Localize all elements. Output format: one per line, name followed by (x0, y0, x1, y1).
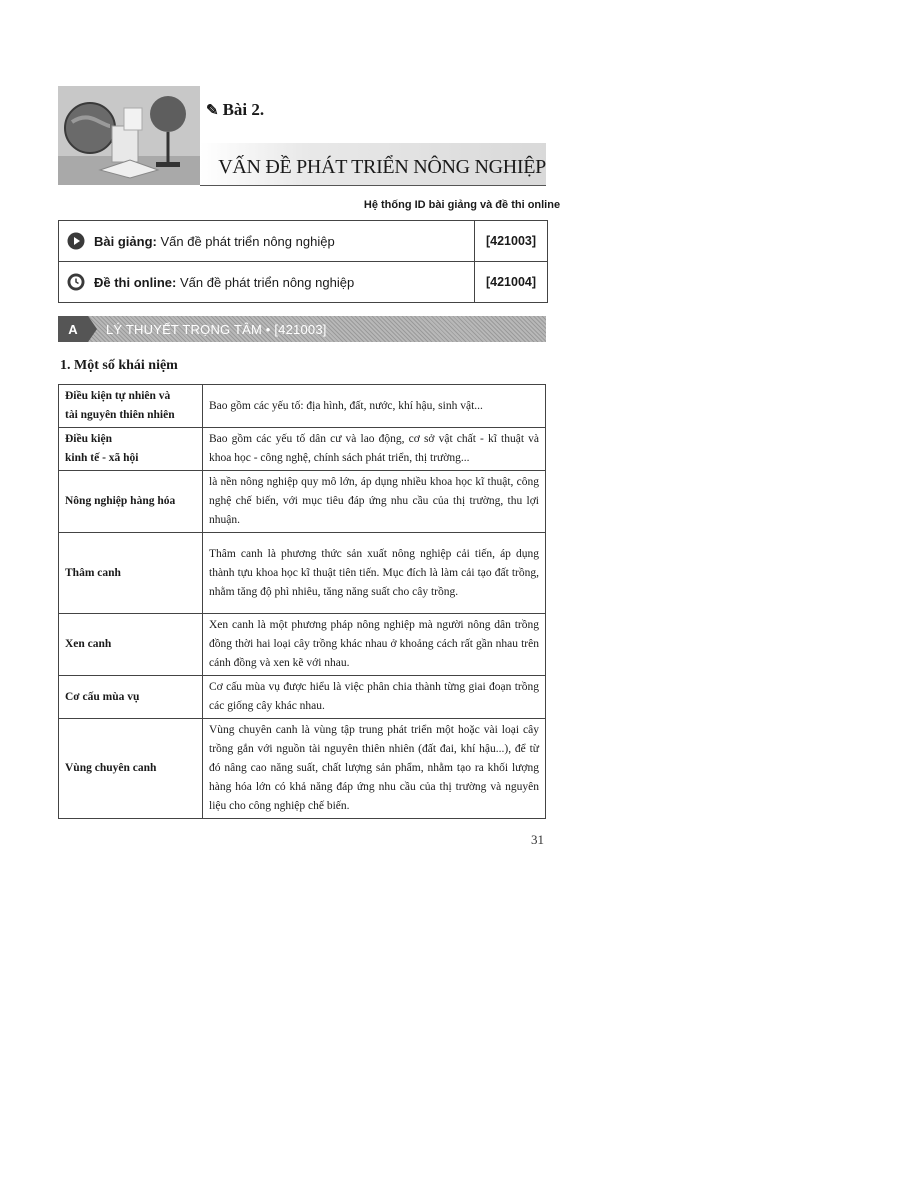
exam-id-code: [421004] (474, 262, 547, 302)
section-letter: A (58, 316, 88, 342)
lesson-title: VẤN ĐỀ PHÁT TRIỂN NÔNG NGHIỆP (218, 156, 546, 178)
pen-icon: ✎ (206, 102, 219, 119)
table-row (59, 533, 546, 614)
term-text: Điều kiện tự nhiên và (65, 390, 171, 402)
term-text: Xen canh (65, 638, 112, 650)
lecture-label: Bài giảng: (94, 233, 157, 249)
exam-row[interactable] (59, 261, 547, 302)
term-cell (59, 719, 203, 819)
term-cell (59, 471, 203, 533)
table-row (59, 385, 546, 428)
definition-cell: Xen canh là một phương pháp nông nghiệp mà người nông dân trồng đồng thời hai loại cây trồng khác nhau ở khoảng cách rất gần nhau trên cánh đồng và xen kẽ với nhau. (203, 614, 546, 676)
term-text: tài nguyên thiên nhiên (65, 409, 175, 421)
table-row (59, 428, 546, 471)
page-number: 31 (531, 832, 544, 847)
lecture-row[interactable] (59, 221, 547, 261)
lecture-id-code: [421003] (474, 221, 547, 261)
header-divider (200, 185, 546, 186)
id-table (58, 220, 548, 303)
term-cell (59, 385, 203, 428)
exam-cell (59, 262, 474, 302)
section-title: LÝ THUYẾT TRỌNG TÂM • [421003] (106, 321, 327, 337)
term-text: Cơ cấu mùa vụ (65, 690, 140, 703)
lecture-cell (59, 221, 474, 261)
exam-label: Đề thi online: (94, 274, 177, 290)
table-row (59, 719, 546, 819)
definition-cell: Cơ cấu mùa vụ được hiểu là việc phân chia thành từng giai đoạn trồng các giống cây khác nhau. (203, 676, 546, 719)
play-icon (67, 232, 85, 250)
lesson-number (206, 100, 264, 120)
table-row (59, 676, 546, 719)
term-text: kinh tế - xã hội (65, 452, 139, 464)
definition-cell: Vùng chuyên canh là vùng tập trung phát triển một hoặc vài loại cây trồng gắn với nguồn tài nguyên thiên nhiên (đất đai, khí hậu...), để từ đó nâng cao năng suất, chất lượng sản phẩm, nhằm tạo ra khối lượng hàng hóa lớn có khả năng đáp ứng nhu cầu của thị trường và nguyên liệu cho công nghiệp chế biến. (203, 719, 546, 819)
definition-cell: Thâm canh là phương thức sản xuất nông nghiệp cải tiến, áp dụng thành tựu khoa học kĩ thuật tiên tiến. Mục đích là làm cải tạo đất trồng, nhằm tăng độ phì nhiêu, tăng năng suất cho cây trồng. (203, 533, 546, 614)
id-system-title (0, 199, 918, 211)
lecture-text: Vấn đề phát triển nông nghiệp (160, 233, 335, 249)
table-row (59, 471, 546, 533)
lesson-number-text: Bài 2. (222, 100, 265, 119)
subsection-heading: 1. Một số khái niệm (60, 358, 178, 373)
term-text: Nông nghiệp hàng hóa (65, 495, 176, 507)
exam-text: Vấn đề phát triển nông nghiệp (179, 274, 355, 290)
id-system-title-text: Hệ thống ID bài giảng và đề thi online (363, 199, 561, 211)
term-cell (59, 614, 203, 676)
term-text: Vùng chuyên canh (65, 762, 157, 774)
term-text: Thâm canh (65, 566, 121, 579)
definition-cell: Bao gồm các yếu tố: địa hình, đất, nước, khí hậu, sinh vật... (203, 385, 546, 428)
clock-icon (67, 273, 85, 291)
term-text: Điều kiện (65, 433, 112, 445)
term-cell (59, 533, 203, 614)
definition-cell: Bao gồm các yếu tố dân cư và lao động, cơ sở vật chất - kĩ thuật và khoa học - công nghệ, chính sách phát triển, thị trường... (203, 428, 546, 471)
section-banner (58, 316, 546, 342)
table-row (59, 614, 546, 676)
header-globe-photo (58, 86, 200, 185)
definition-cell: là nền nông nghiệp quy mô lớn, áp dụng nhiều khoa học kĩ thuật, công nghệ chế biến, với mục tiêu đáp ứng nhu cầu của thị trường, thu lợi nhuận. (203, 471, 546, 533)
term-cell (59, 428, 203, 471)
term-cell (59, 676, 203, 719)
concepts-table (58, 384, 546, 819)
